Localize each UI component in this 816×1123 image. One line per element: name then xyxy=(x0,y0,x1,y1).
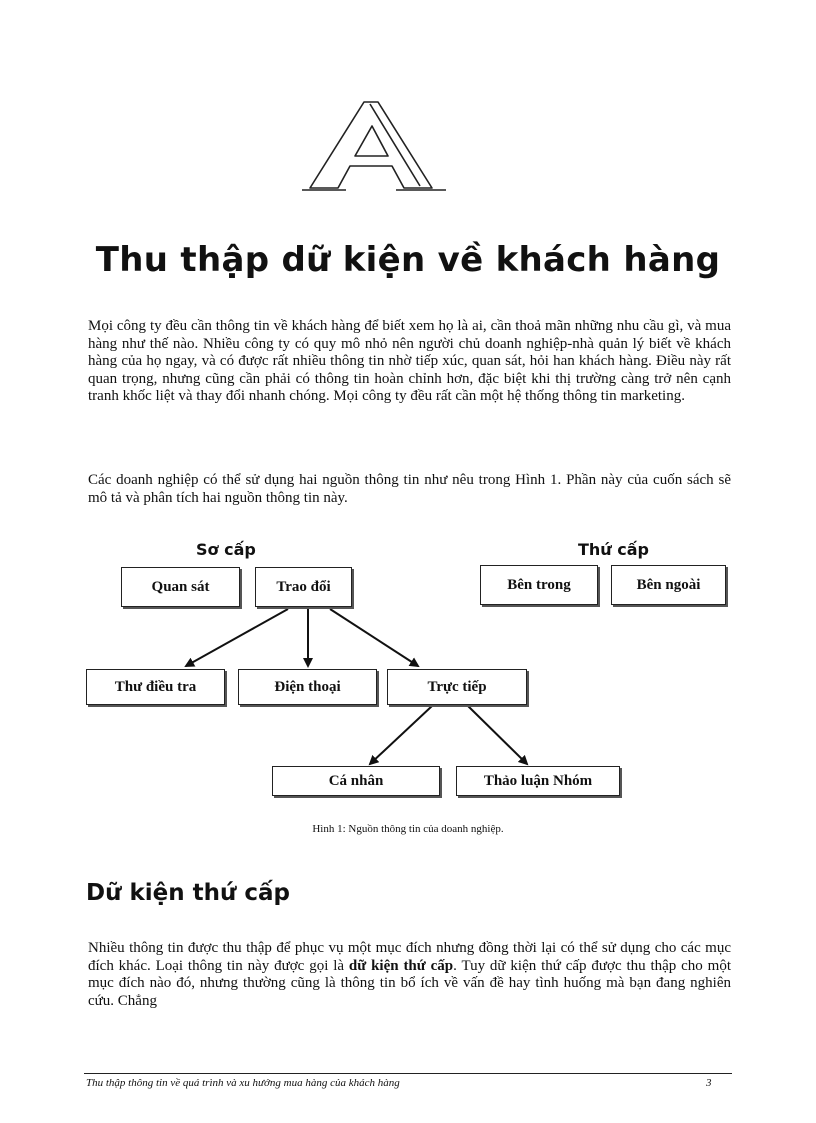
footer-divider xyxy=(84,1073,732,1074)
paragraph-text-end: . Tuy dữ kiện thứ cấp được thu thập cho một mục đích nào đó, nhưng thường cũng là thông tin bổ ích về vấn đề hay tình huống mà bạn đang nghiên cứu. Chẳng xyxy=(88,957,731,1009)
letter-a-logo-icon xyxy=(300,96,450,196)
paragraph-bold-term: dữ kiện thứ cấp xyxy=(348,957,454,974)
arrow-to-individual xyxy=(370,706,432,764)
secondary-data-paragraph xyxy=(88,940,731,1010)
section-heading: Dữ kiện thứ cấp xyxy=(86,880,291,906)
box-exchange: Trao đổi xyxy=(255,567,352,607)
box-internal: Bên trong xyxy=(480,565,598,605)
intro-paragraph: Mọi công ty đều cần thông tin về khách hàng để biết xem họ là ai, cần thoả mãn những nhu cầu gì, và mua hàng như thế nào. Nhiều công ty có quy mô nhỏ nên người chủ doanh nghiệp-nhà quản lý biết về khách hàng của họ ngay, và có được rất nhiều thông tin nhờ tiếp xúc, quan sát, hỏi han khách hàng. Điều này rất quan trọng, nhưng cũng cần phải có thông tin hoàn chỉnh hơn, đặc biệt khi thị trường càng trở nên cạnh tranh khốc liệt và thay đổi nhanh chóng. Mọi công ty đều rất cần một hệ thống thông tin marketing. xyxy=(88,318,731,404)
box-phone: Điện thoại xyxy=(238,669,377,705)
arrow-to-survey xyxy=(186,609,288,666)
arrow-to-direct xyxy=(330,609,418,666)
sources-paragraph: Các doanh nghiệp có thể sử dụng hai nguồn thông tin như nêu trong Hình 1. Phần này của cuốn sách sẽ mô tả và phân tích hai nguồn thông tin này. xyxy=(88,472,731,506)
box-direct: Trực tiếp xyxy=(387,669,527,705)
box-external: Bên ngoài xyxy=(611,565,726,605)
box-observation: Quan sát xyxy=(121,567,240,607)
box-group-discussion: Thảo luận Nhóm xyxy=(456,766,620,796)
page-number: 3 xyxy=(706,1077,712,1089)
paragraph-text-start: Nhiều thông tin được thu thập để phục vụ một mục đích nhưng đồng thời lại có thể sử dụng cho các mục đích khác. Loại thông tin này được gọi là xyxy=(88,940,731,974)
arrow-to-group xyxy=(468,706,527,764)
primary-sources-label: Sơ cấp xyxy=(196,540,256,559)
secondary-sources-label: Thứ cấp xyxy=(578,540,649,559)
footer-running-title: Thu thập thông tin về quá trình và xu hướng mua hàng của khách hàng xyxy=(86,1077,400,1089)
page-title: Thu thập dữ kiện về khách hàng xyxy=(95,240,721,280)
box-survey-mail: Thư điều tra xyxy=(86,669,225,705)
box-individual: Cá nhân xyxy=(272,766,440,796)
figure-caption: Hình 1: Nguồn thông tin của doanh nghiệp. xyxy=(312,823,504,835)
